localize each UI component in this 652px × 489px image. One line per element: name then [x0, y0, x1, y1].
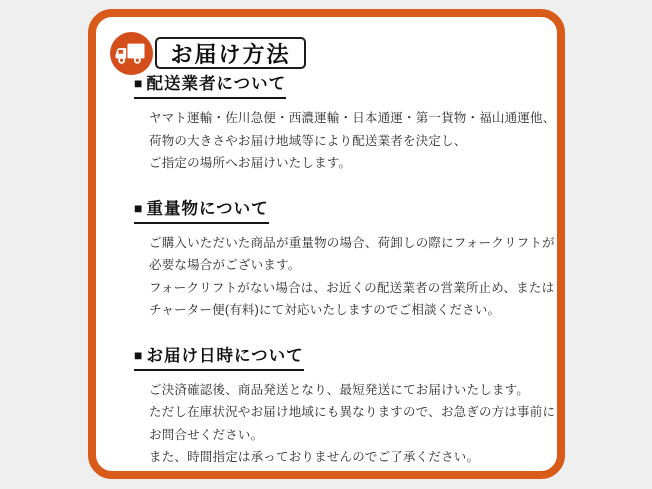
section-text-line: お問合せください。 [149, 427, 264, 442]
delivery-info-panel [88, 9, 565, 479]
section-heading-text: 重量物について [146, 199, 269, 218]
section-text-line: ただし在庫状況やお届け地域にも異なりますので、お急ぎの方は事前に [149, 405, 556, 419]
section-delivery-schedule [134, 342, 556, 469]
section-body [149, 379, 556, 469]
section-heading-text: お届け日時について [146, 346, 304, 365]
section-body [149, 232, 555, 322]
section-heading [134, 342, 543, 371]
section-text-line: ご指定の場所へお届けいたします。 [149, 156, 352, 170]
square-bullet-icon: ■ [134, 346, 144, 363]
section-text-line: また、時間指定は承っておりませんのでご了承ください。 [149, 450, 480, 464]
section-text-line: ヤマト運輸・佐川急便・西濃運輸・日本通運・第一貨物・福山通運他、 [149, 111, 556, 125]
section-text-line: ご購入いただいた商品が重量物の場合、荷卸しの際にフォークリフトが [149, 235, 555, 250]
section-text-line: フォークリフトがない場合は、お近くの配送業者の営業所止め、または [149, 280, 555, 295]
panel-content [96, 67, 557, 469]
panel-header [96, 17, 557, 67]
square-bullet-icon: ■ [134, 199, 144, 216]
section-text-line: チャーター便(有料)にて対応いたしますのでご相談ください。 [149, 303, 501, 317]
section-heading [134, 70, 543, 99]
section-text-line: 必要な場合がございます。 [149, 258, 301, 272]
section-heading-text: 配送業者について [146, 75, 287, 93]
section-shipping-carriers [134, 70, 556, 175]
page-title [155, 37, 306, 69]
section-body [149, 107, 556, 175]
page-title-text: お届け方法 [170, 41, 291, 67]
section-heavy-items [134, 195, 555, 322]
square-bullet-icon: ■ [134, 75, 144, 91]
section-heading [134, 195, 543, 224]
section-text-line: ご決済確認後、商品発送となり、最短発送にてお届けいたします。 [149, 382, 530, 397]
section-text-line: 荷物の大きさやお届け地域等により配送業者を決定し、 [149, 133, 467, 148]
truck-icon [110, 32, 153, 75]
